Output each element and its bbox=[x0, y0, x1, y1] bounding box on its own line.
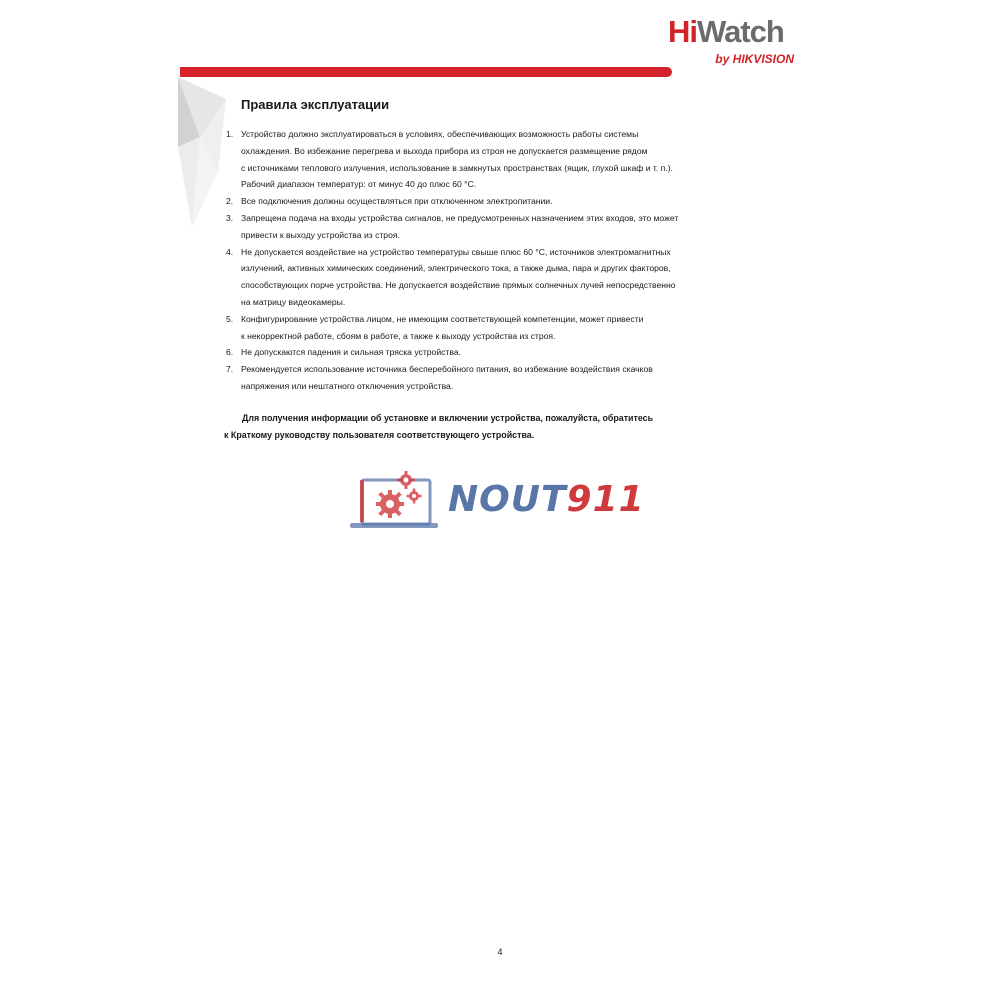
rule-line: Не допускается воздействие на устройство температуры свыше плюс 60 °С, источников электромагнитных bbox=[241, 246, 671, 257]
page-number: 4 bbox=[497, 947, 503, 957]
by-hikvision bbox=[715, 52, 794, 66]
rule-line: способствующих порче устройства. Не допускается воздействие прямых солнечных лучей непосредственно bbox=[241, 280, 676, 291]
rule-item bbox=[226, 344, 786, 361]
nout911-watermark bbox=[348, 466, 658, 530]
rule-item bbox=[226, 244, 786, 311]
rule-line: на матрицу видеокамеры. bbox=[241, 296, 346, 307]
rule-item bbox=[226, 126, 786, 193]
note-line: к Краткому руководству пользователя соответствующего устройства. bbox=[224, 429, 535, 440]
rule-line: Не допускаются падения и сильная тряска устройства. bbox=[241, 347, 461, 358]
hiwatch-logo bbox=[668, 14, 798, 66]
rule-line: напряжения или нештатного отключения устройства. bbox=[241, 380, 454, 391]
rule-number: 7. bbox=[226, 364, 234, 375]
rule-line: к некорректной работе, сбоям в работе, а также к выходу устройства из строя. bbox=[241, 330, 556, 341]
logo-by: by bbox=[715, 52, 730, 66]
info-note bbox=[224, 410, 784, 443]
note-line: Для получения информации об установке и включении устройства, пожалуйста, обратитесь bbox=[242, 413, 654, 423]
rule-line: с источниками теплового излучения, использование в замкнутых пространствах (ящик, глухой шкаф и т. п.). bbox=[241, 162, 673, 173]
rule-line: Все подключения должны осуществляться при отключенном электропитании. bbox=[241, 196, 553, 207]
rule-number: 6. bbox=[226, 347, 234, 358]
rule-line: охлаждения. Во избежание перегрева и выхода прибора из строя не допускается размещение рядом bbox=[241, 145, 648, 156]
rule-item bbox=[226, 210, 786, 244]
rule-number: 4. bbox=[226, 246, 234, 257]
watermark-nout: NOUT bbox=[448, 479, 567, 520]
rule-line: Устройство должно эксплуатироваться в условиях, обеспечивающих возможность работы системы bbox=[241, 129, 639, 139]
logo-hi: Hi bbox=[668, 14, 697, 49]
rule-line: излучений, активных химических соединений, электрического тока, а также дыма, пара и других факторов, bbox=[241, 263, 671, 274]
decorative-wedge-icon bbox=[178, 77, 228, 227]
rules-list bbox=[226, 126, 786, 395]
logo-hikvision: HIKVISION bbox=[732, 52, 794, 66]
rule-item bbox=[226, 311, 786, 345]
rule-number: 5. bbox=[226, 313, 234, 324]
rule-line: привести к выходу устройства из строя. bbox=[241, 229, 400, 240]
rule-line: Рабочий диапазон температур: от минус 40 до плюс 60 °С. bbox=[241, 179, 477, 190]
watermark-text bbox=[448, 478, 645, 522]
header-red-bar bbox=[180, 67, 672, 77]
logo-watch: Watch bbox=[697, 14, 784, 49]
rule-number: 2. bbox=[226, 196, 234, 207]
laptop-gears-icon bbox=[348, 466, 440, 530]
rule-number: 1. bbox=[226, 129, 234, 139]
watermark-911: 911 bbox=[566, 479, 645, 520]
rule-number: 3. bbox=[226, 212, 234, 223]
hiwatch-wordmark bbox=[668, 14, 784, 50]
rule-line: Конфигурирование устройства лицом, не имеющим соответствующей компетенции, может привести bbox=[241, 313, 644, 324]
rule-item bbox=[226, 193, 786, 210]
page-title: Правила эксплуатации bbox=[241, 97, 390, 112]
rule-line: Запрещена подача на входы устройства сигналов, не предусмотренных назначением этих входов, это может bbox=[241, 212, 679, 223]
rule-line: Рекомендуется использование источника бесперебойного питания, во избежание воздействия скачков bbox=[241, 364, 653, 375]
rule-item bbox=[226, 361, 786, 395]
